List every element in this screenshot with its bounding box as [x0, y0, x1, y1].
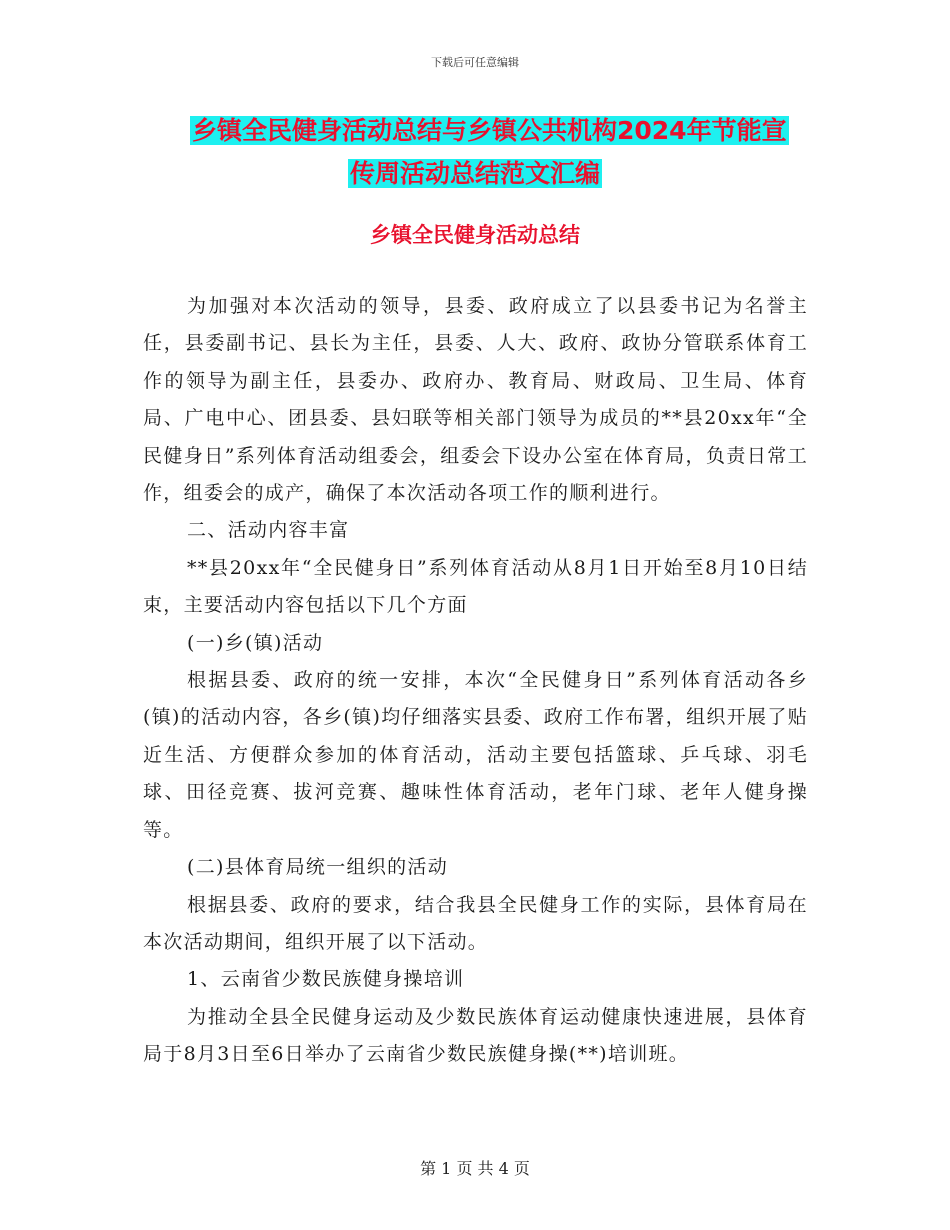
document-title-line1: [190, 114, 810, 148]
sub-heading: 1、云南省少数民族健身操培训: [187, 968, 465, 991]
paragraph: **县20xx年“全民健身日”系列体育活动从8月1日开始至8月10日结束，主要活动内容包括以下几个方面: [143, 556, 808, 617]
title-highlight: 传周活动总结范文汇编: [349, 159, 600, 188]
page-header: 下载后可任意编辑: [431, 56, 519, 69]
paragraph: 为推动全县全民健身运动及少数民族体育运动健康快速进展，县体育局于8月3日至6日举办了云南省少数民族健身操(**)培训班。: [143, 1005, 808, 1066]
section-heading: 二、活动内容丰富: [187, 519, 350, 542]
paragraph: 为加强对本次活动的领导，县委、政府成立了以县委书记为名誉主任，县委副书记、县长为主任，县委、人大、政府、政协分管联系体育工作的领导为副主任，县委办、政府办、教育局、财政局、卫生局、体育局、广电中心、团县委、县妇联等相关部门领导为成员的**县20xx年“全民健身日”系列体育活动组委会，组委会下设办公室在体育局，负责日常工作，组委会的成产，确保了本次活动各项工作的顺利进行。: [143, 295, 808, 505]
document-body: [143, 288, 808, 1074]
title-highlight: 乡镇全民健身活动总结与乡镇公共机构2024年节能宣: [192, 116, 787, 145]
paragraph: 根据县委、政府的统一安排，本次“全民健身日”系列体育活动各乡(镇)的活动内容，各乡(镇)均仔细落实县委、政府工作布署，组织开展了贴近生活、方便群众参加的体育活动，活动主要包括篮球、乒乓球、羽毛球、田径竞赛、拔河竞赛、趣味性体育活动，老年门球、老年人健身操等。: [143, 669, 808, 841]
document-title-line2: [0, 157, 950, 191]
paragraph: 根据县委、政府的要求，结合我县全民健身工作的实际，县体育局在本次活动期间，组织开展了以下活动。: [143, 893, 808, 953]
page-footer: 第 1 页 共 4 页: [420, 1159, 530, 1178]
sub-heading: (二)县体育局统一组织的活动: [187, 856, 449, 879]
sub-heading: (一)乡(镇)活动: [187, 631, 324, 654]
section-title: 乡镇全民健身活动总结: [370, 223, 580, 247]
